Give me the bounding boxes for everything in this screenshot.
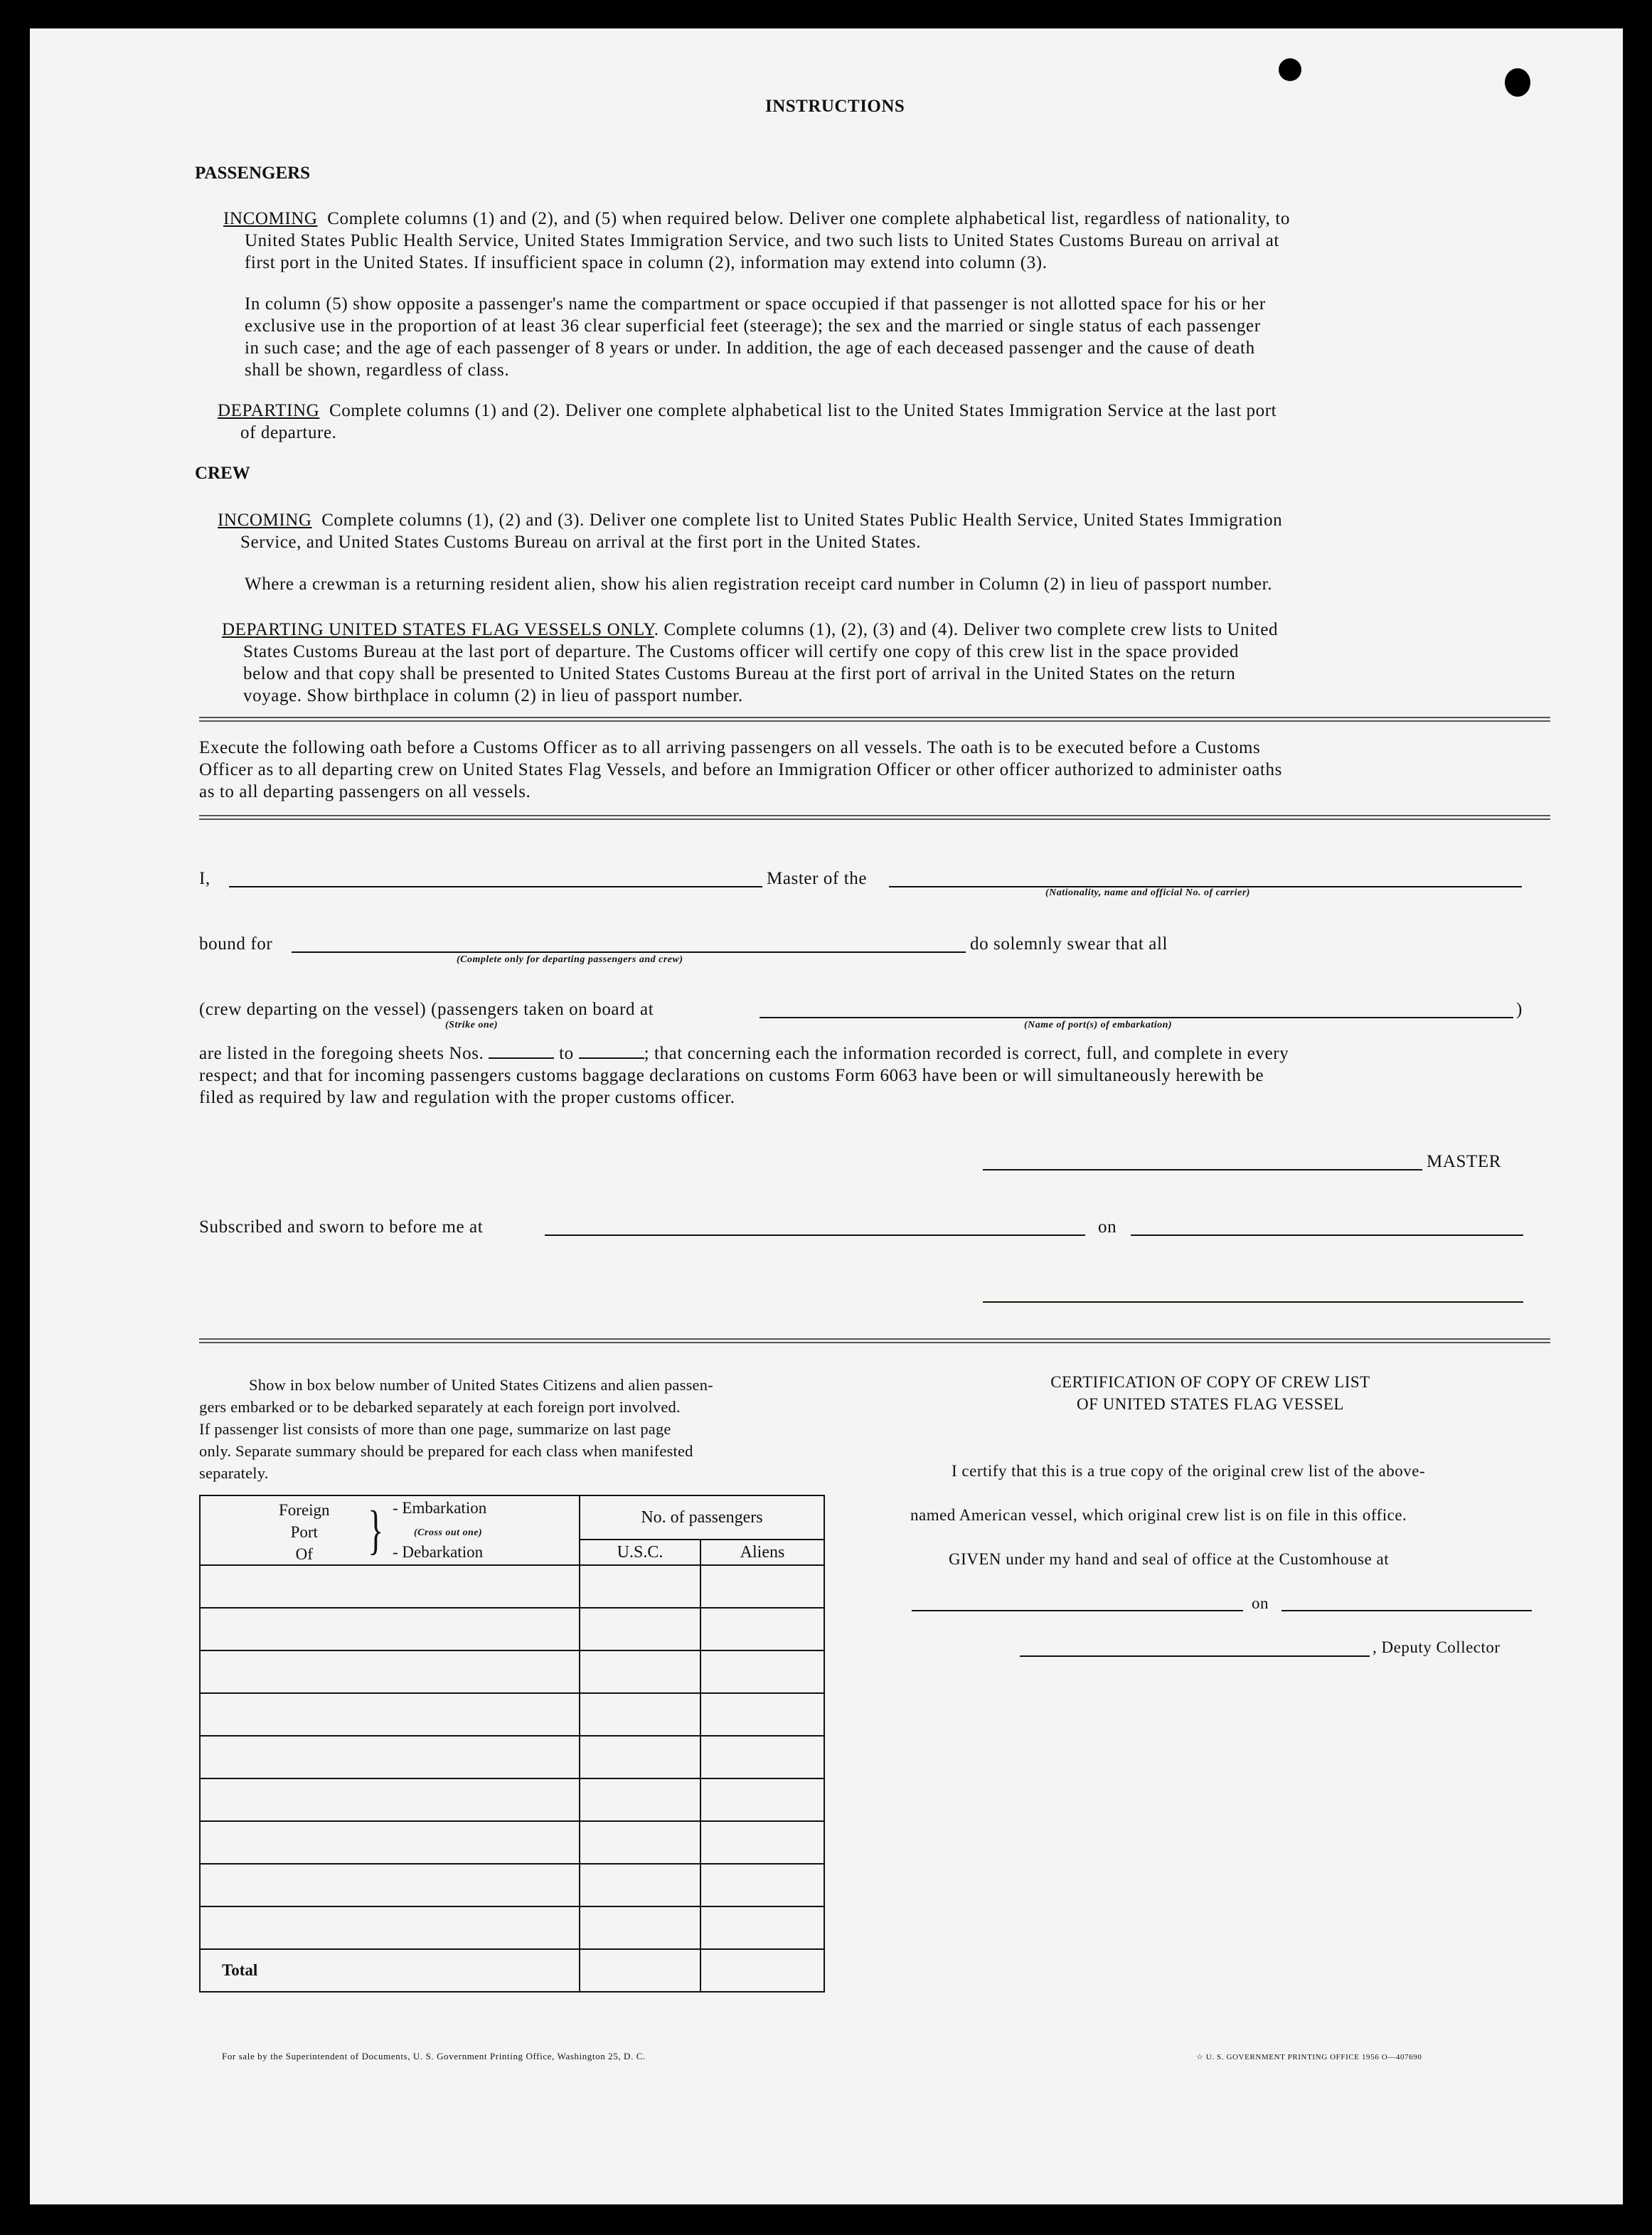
deputy-collector-label: , Deputy Collector xyxy=(1373,1638,1501,1656)
bound-for-label: bound for xyxy=(199,934,273,954)
cert-date-field[interactable] xyxy=(1281,1610,1532,1611)
strike-note: (Strike one) xyxy=(445,1020,499,1030)
punch-hole-left xyxy=(1279,58,1301,81)
carrier-note: (Nationality, name and official No. of carrier) xyxy=(1045,887,1250,898)
respect-line: respect; and that for incoming passengers customs baggage declarations on customs Form 6063 have been or will simultaneously herewith be xyxy=(199,1066,1264,1085)
sworn-on-label: on xyxy=(1098,1217,1117,1237)
crew-departing xyxy=(222,619,1587,707)
table-row xyxy=(200,1906,824,1949)
footer-left: For sale by the Superintendent of Documents, U. S. Government Printing Office, Washington 25, D. C. xyxy=(222,2051,646,2061)
port-cell[interactable] xyxy=(200,1650,580,1693)
aliens-header: Aliens xyxy=(700,1540,824,1565)
summary-text-5: separately. xyxy=(199,1464,269,1482)
certification-title xyxy=(954,1371,1466,1415)
divider xyxy=(199,1338,1550,1343)
port-label: Port xyxy=(290,1523,318,1541)
port-cell[interactable] xyxy=(200,1608,580,1650)
port-cell[interactable] xyxy=(200,1736,580,1778)
certify-line-1: I certify that this is a true copy of the original crew list of the above- xyxy=(952,1462,1426,1480)
form-sheet xyxy=(30,28,1623,2204)
crew-incoming-text-2: Service, and United States Customs Bureau on arrival at the first port in the United States. xyxy=(240,533,922,552)
passengers-incoming xyxy=(223,208,1574,274)
certification-title-2: OF UNITED STATES FLAG VESSEL xyxy=(1077,1395,1344,1413)
divider xyxy=(199,815,1550,820)
aliens-cell[interactable] xyxy=(700,1693,824,1736)
bound-for-field[interactable] xyxy=(292,951,966,953)
port-cell[interactable] xyxy=(200,1693,580,1736)
aliens-cell[interactable] xyxy=(700,1736,824,1778)
aliens-cell[interactable] xyxy=(700,1778,824,1821)
usc-cell[interactable] xyxy=(580,1736,700,1778)
listed-text-a: are listed in the foregoing sheets Nos. xyxy=(199,1044,484,1063)
oath-instructions xyxy=(199,737,1572,803)
usc-cell[interactable] xyxy=(580,1906,700,1949)
listed-text-b: ; that concerning each the information recorded is correct, full, and complete in every xyxy=(644,1044,1289,1063)
debarkation-label: - Debarkation xyxy=(393,1543,484,1561)
usc-cell[interactable] xyxy=(580,1608,700,1650)
master-of-the-label: Master of the xyxy=(767,869,868,888)
usc-cell[interactable] xyxy=(580,1650,700,1693)
crew-departing-text-4: voyage. Show birthplace in column (2) in lieu of passport number. xyxy=(243,686,743,705)
crew-departing-text-3: below and that copy shall be presented to United States Customs Bureau at the first port of arrival in the United States on the return xyxy=(243,664,1236,683)
usc-header: U.S.C. xyxy=(580,1540,700,1565)
sworn-location-field[interactable] xyxy=(545,1234,1085,1236)
filed-line: filed as required by law and regulation with the proper customs officer. xyxy=(199,1088,735,1107)
listed-to: to xyxy=(559,1044,574,1063)
passengers-incoming-label: INCOMING xyxy=(223,209,318,228)
oath-instructions-3: as to all departing passengers on all vessels. xyxy=(199,782,531,801)
summary-instructions xyxy=(199,1374,832,1484)
usc-cell[interactable] xyxy=(580,1821,700,1864)
port-cell[interactable] xyxy=(200,1864,580,1906)
passengers-departing-text: Complete columns (1) and (2). Deliver one complete alphabetical list to the United States Immigration Service at the last port xyxy=(329,401,1277,420)
master-name-field[interactable] xyxy=(229,886,762,887)
sworn-date-field[interactable] xyxy=(1131,1234,1523,1236)
bound-for-note: (Complete only for departing passengers and crew) xyxy=(457,954,683,965)
crew-departing-text: . Complete columns (1), (2), (3) and (4). Deliver two complete crew lists to United xyxy=(654,620,1279,639)
passenger-summary-table xyxy=(199,1495,825,1993)
officer-signature-field[interactable] xyxy=(983,1301,1523,1303)
embarkation-label: - Embarkation xyxy=(393,1499,487,1517)
close-paren: ) xyxy=(1516,1000,1523,1019)
port-cell[interactable] xyxy=(200,1906,580,1949)
oath-i: I, xyxy=(199,869,211,888)
crew-departing-text-2: States Customs Bureau at the last port of departure. The Customs officer will certify one copy of this crew list in the space provided xyxy=(243,642,1239,661)
cert-on-label: on xyxy=(1252,1594,1269,1612)
passengers-incoming-text-2: United States Public Health Service, United States Immigration Service, and two such lists to United States Customs Bureau on arrival at xyxy=(245,231,1279,250)
crew-incoming-label: INCOMING xyxy=(218,511,312,530)
col5-text-3: in such case; and the age of each passenger of 8 years or under. In addition, the age of each deceased passenger and the cause of death xyxy=(245,338,1255,358)
summary-text-1: Show in box below number of United States Citizens and alien passen- xyxy=(249,1376,713,1394)
passengers-departing-text-2: of departure. xyxy=(240,423,337,442)
table-row xyxy=(200,1821,824,1864)
summary-text-2: gers embarked or to be debarked separately at each foreign port involved. xyxy=(199,1398,681,1416)
cross-out-note: (Cross out one) xyxy=(414,1527,483,1538)
total-label: Total xyxy=(200,1949,580,1992)
oath-instructions-1: Execute the following oath before a Customs Officer as to all arriving passengers on all vessels. The oath is to be executed before a Customs xyxy=(199,738,1261,757)
port-header-cell xyxy=(200,1495,580,1565)
col5-text-1: In column (5) show opposite a passenger's name the compartment or space occupied if that passenger is not allotted space for his or her xyxy=(245,294,1266,314)
table-row xyxy=(200,1778,824,1821)
usc-cell[interactable] xyxy=(580,1778,700,1821)
table-row xyxy=(200,1693,824,1736)
crew-departing-text: (crew departing on the vessel) (passengers taken on board at xyxy=(199,1000,654,1019)
master-label: MASTER xyxy=(1427,1152,1502,1171)
crew-departing-label: DEPARTING UNITED STATES FLAG VESSELS ONLY xyxy=(222,620,654,639)
ports-note: (Name of port(s) of embarkation) xyxy=(1024,1020,1173,1030)
passengers-heading: PASSENGERS xyxy=(195,164,311,183)
foreign-label: Foreign xyxy=(279,1501,330,1519)
sheet-from-field[interactable] xyxy=(489,1045,554,1059)
aliens-total-cell[interactable] xyxy=(700,1949,824,1992)
certification-title-1: CERTIFICATION OF COPY OF CREW LIST xyxy=(1050,1373,1370,1391)
subscribed-label: Subscribed and sworn to before me at xyxy=(199,1217,484,1237)
passengers-incoming-text: Complete columns (1) and (2), and (5) when required below. Deliver one complete alphabetical list, regardless of nationality, to xyxy=(327,209,1290,228)
no-of-passengers-header: No. of passengers xyxy=(580,1495,824,1540)
crew-incoming-text: Complete columns (1), (2) and (3). Deliver one complete list to United States Public Health Service, United States Immigration xyxy=(321,511,1283,530)
table-row xyxy=(200,1864,824,1906)
deputy-collector-signature-field[interactable] xyxy=(1020,1655,1370,1657)
certify-line-2: named American vessel, which original crew list is on file in this office. xyxy=(910,1506,1407,1524)
aliens-cell[interactable] xyxy=(700,1565,824,1608)
summary-text-4: only. Separate summary should be prepared for each class when manifested xyxy=(199,1442,693,1460)
of-label: Of xyxy=(295,1545,313,1563)
table-row xyxy=(200,1608,824,1650)
certify-line-3: GIVEN under my hand and seal of office at the Customhouse at xyxy=(949,1550,1390,1568)
divider xyxy=(199,717,1550,722)
crew-resident-alien: Where a crewman is a returning resident alien, show his alien registration receipt card number in Column (2) in lieu of passport number. xyxy=(245,575,1273,594)
sheet-to-field[interactable] xyxy=(579,1045,644,1059)
col5-text-4: shall be shown, regardless of class. xyxy=(245,361,510,380)
customhouse-location-field[interactable] xyxy=(912,1610,1243,1611)
oath-instructions-2: Officer as to all departing crew on United States Flag Vessels, and before an Immigration Officer or other officer authorized to administer oaths xyxy=(199,760,1282,779)
aliens-cell[interactable] xyxy=(700,1608,824,1650)
passengers-departing xyxy=(218,400,1583,444)
usc-cell[interactable] xyxy=(580,1565,700,1608)
passengers-departing-label: DEPARTING xyxy=(218,401,320,420)
col5-text-2: exclusive use in the proportion of at least 36 clear superficial feet (steerage); the sex and the married or single status of each passenger xyxy=(245,316,1261,336)
port-cell[interactable] xyxy=(200,1778,580,1821)
passengers-column5 xyxy=(245,293,1582,381)
port-cell[interactable] xyxy=(200,1565,580,1608)
embarkation-ports-field[interactable] xyxy=(760,1017,1513,1018)
aliens-cell[interactable] xyxy=(700,1906,824,1949)
page-title: INSTRUCTIONS xyxy=(765,97,905,116)
footer-right: ☆ U. S. GOVERNMENT PRINTING OFFICE 1956 O—407690 xyxy=(1196,2053,1422,2061)
usc-cell[interactable] xyxy=(580,1693,700,1736)
listed-line xyxy=(199,1042,1579,1065)
table-row xyxy=(200,1650,824,1693)
port-cell[interactable] xyxy=(200,1821,580,1864)
master-signature-field[interactable] xyxy=(983,1169,1422,1170)
usc-cell[interactable] xyxy=(580,1864,700,1906)
total-row xyxy=(200,1949,824,1992)
table-row xyxy=(200,1565,824,1608)
usc-total-cell[interactable] xyxy=(580,1949,700,1992)
summary-text-3: If passenger list consists of more than one page, summarize on last page xyxy=(199,1420,671,1438)
crew-incoming xyxy=(218,509,1583,553)
punch-hole-right xyxy=(1505,68,1530,97)
aliens-cell[interactable] xyxy=(700,1864,824,1906)
swear-text: do solemnly swear that all xyxy=(970,934,1168,954)
aliens-cell[interactable] xyxy=(700,1821,824,1864)
aliens-cell[interactable] xyxy=(700,1650,824,1693)
brace-icon: } xyxy=(368,1500,384,1560)
crew-heading: CREW xyxy=(195,464,250,483)
passengers-incoming-text-3: first port in the United States. If insufficient space in column (2), information may extend into column (3). xyxy=(245,253,1048,272)
table-row xyxy=(200,1736,824,1778)
